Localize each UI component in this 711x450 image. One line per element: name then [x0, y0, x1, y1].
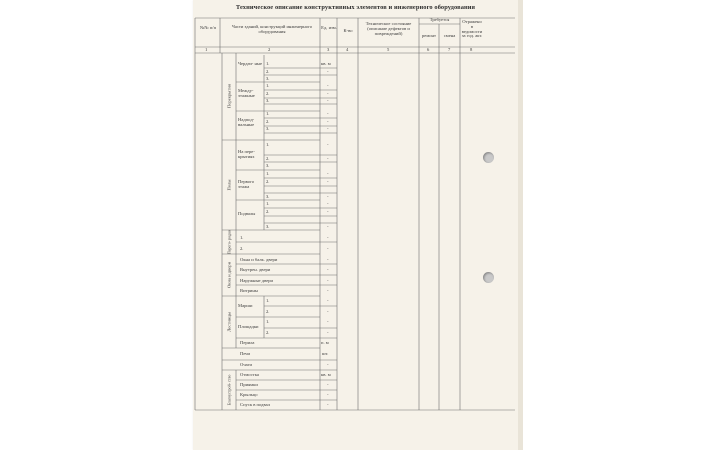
item-spusk-podval: Спуск в подвал [240, 402, 270, 407]
row-number: 3. [266, 163, 270, 168]
unit-cell: п. м [321, 340, 329, 345]
row-number: 1. [266, 61, 270, 66]
col-header-replace: смена [443, 33, 456, 38]
unit-cell: - [327, 298, 329, 303]
unit-cell: - [327, 309, 329, 314]
row-number: 2. [266, 330, 270, 335]
item-vitrini: Витрины [240, 288, 258, 293]
unit-cell: - [327, 257, 329, 262]
unit-cell: - [327, 111, 329, 116]
col-num-1: 1 [205, 47, 208, 52]
unit-cell: - [327, 209, 329, 214]
row-number: 3. [266, 194, 270, 199]
unit-cell: кв. м [321, 61, 331, 66]
subgroup-na-perekryt: На пере- крытиях [238, 149, 255, 159]
row-number: 3. [266, 76, 270, 81]
item-ochagi: Очаги [240, 362, 253, 367]
subgroup-cherdachnye: Чердач- ные [238, 61, 263, 66]
unit-cell: - [327, 194, 329, 199]
row-number: 1. [240, 235, 244, 240]
unit-cell: - [327, 235, 329, 240]
unit-cell: - [327, 267, 329, 272]
group-label-poly: Полы [226, 179, 232, 191]
unit-cell: - [327, 382, 329, 387]
unit-cell: - [327, 330, 329, 335]
row-number: 2. [240, 246, 244, 251]
unit-cell: - [327, 201, 329, 206]
item-okna-balk: Окна и балк. двери [240, 257, 278, 262]
col-num-2: 2 [268, 47, 271, 52]
row-number: 2. [266, 91, 270, 96]
col-header-number: №№ п/п [199, 25, 217, 30]
col-header-repair: ремонт [421, 33, 436, 38]
unit-cell: - [327, 126, 329, 131]
group-label-blagoustr: Благоустрой- ство [226, 374, 232, 406]
col-header-qty: К-во [343, 28, 353, 33]
group-label-peregorodki: Перего- родки [226, 229, 232, 255]
row-number: 1. [266, 142, 270, 147]
row-number: 1. [266, 201, 270, 206]
unit-cell: - [327, 224, 329, 229]
unit-cell: - [327, 278, 329, 283]
unit-cell: - [327, 91, 329, 96]
unit-cell: - [327, 156, 329, 161]
unit-cell: - [327, 288, 329, 293]
row-number: 2. [266, 179, 270, 184]
unit-cell: - [327, 392, 329, 397]
group-label-perekrytiya: Перекрытия [226, 84, 232, 108]
unit-cell: - [327, 171, 329, 176]
unit-cell: - [327, 246, 329, 251]
col-header-condition: Техническое состояние (описание дефектов и повреждений) [365, 21, 412, 36]
unit-cell: - [327, 119, 329, 124]
unit-cell: шт. [322, 351, 329, 356]
item-perila: Перила [240, 340, 255, 345]
row-number: 2. [266, 156, 270, 161]
subgroup-mezhduetazh: Между- этажные [238, 88, 255, 98]
col-num-3: 3 [327, 47, 330, 52]
item-kryltsa: Крыльцо [240, 392, 258, 397]
unit-cell: - [327, 179, 329, 184]
subgroup-marshi: Марши [238, 303, 253, 308]
col-header-unit: Ед. изм. [321, 25, 337, 30]
col-header-parts: Части зданий, конструкций инженерного оборудования [231, 24, 313, 34]
col-num-7: 7 [448, 47, 451, 52]
col-header-reflected: Отражено в ведомости за год. акт. [461, 19, 483, 39]
group-label-okna-dveri: Окна и двери [226, 261, 232, 289]
row-number: 3. [266, 98, 270, 103]
unit-cell: - [327, 402, 329, 407]
subgroup-ploshchadki: Площадки [238, 324, 259, 329]
row-number: 1. [266, 83, 270, 88]
row-number: 1. [266, 298, 270, 303]
group-label-lestnitsy: Лестницы [226, 312, 232, 332]
unit-cell: - [327, 98, 329, 103]
col-num-6: 6 [427, 47, 430, 52]
item-otmostka: Отмостка [240, 372, 259, 377]
row-number: 2. [266, 69, 270, 74]
row-number: 3. [266, 126, 270, 131]
col-num-4: 4 [346, 47, 349, 52]
unit-cell: - [327, 362, 329, 367]
col-num-8: 8 [470, 47, 473, 52]
item-naruzh-dveri: Наружные двери [240, 278, 274, 283]
row-number: 2. [266, 119, 270, 124]
col-header-required: Требуется [429, 17, 450, 22]
row-number: 1. [266, 319, 270, 324]
row-number: 3. [266, 224, 270, 229]
row-number: 1. [266, 171, 270, 176]
subgroup-podvaly: Подвалы [238, 211, 256, 216]
subgroup-nadpodval: Надпод- вальные [238, 117, 255, 127]
unit-cell: кв. м [321, 372, 331, 377]
document-title: Техническое описание конструктивных элементов и инженерного оборудования [235, 4, 476, 11]
unit-cell: - [327, 69, 329, 74]
item-priyamki: Приямки [240, 382, 258, 387]
col-num-5: 5 [387, 47, 390, 52]
unit-cell: - [327, 83, 329, 88]
item-pechi: Печи [240, 351, 251, 356]
row-number: 2. [266, 209, 270, 214]
item-vnutr-dveri: Внутрен. двери [240, 267, 271, 272]
row-number: 1. [266, 111, 270, 116]
subgroup-pervogo-etazha: Первого этажа [238, 179, 255, 189]
unit-cell: - [327, 319, 329, 324]
row-number: 2. [266, 309, 270, 314]
unit-cell: - [327, 142, 329, 147]
